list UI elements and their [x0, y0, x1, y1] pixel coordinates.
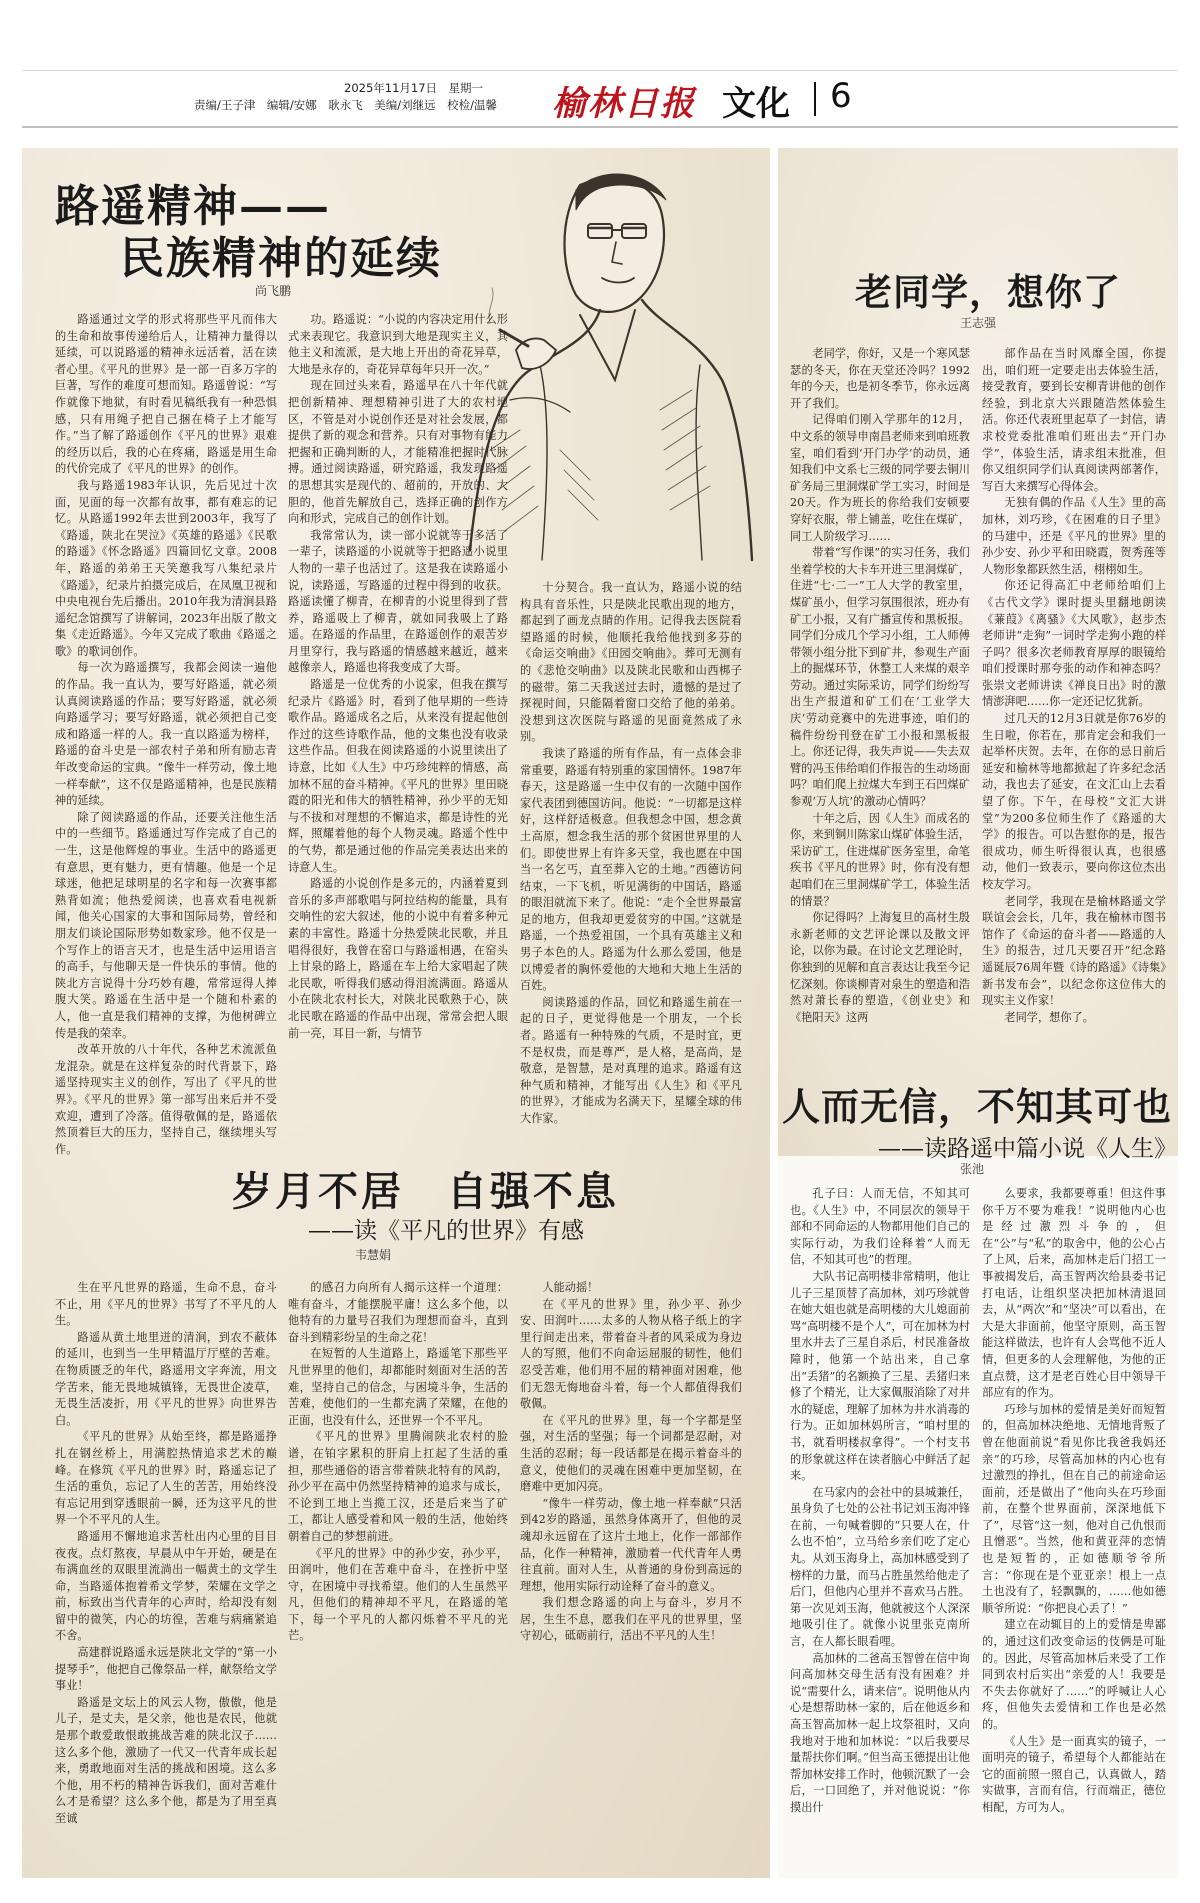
article1-column-3 — [520, 580, 742, 1125]
paragraph: 改革开放的八十年代，各种艺术流派鱼龙混杂。就是在这样复杂的时代背景下，路遥坚持现实主义的创作，写出了《平凡的世界》。《平凡的世界》第一部写出来后并不受欢迎，遭到了冷落。值得敬佩的是，路遥依然顶着巨大的压力，坚持自己，继续埋头写作。 — [55, 1043, 277, 1156]
article1-author: 尚飞鹏 — [255, 284, 292, 298]
paragraph: 《平凡的世界》里腾闹陕北农村的脸谱，在铂字累积的肝肩上扛起了生活的重担，那些通俗的语言带着陕北特有的风韵，孙少平在高中仍然坚持精神的追求与成长，不论到工地上当揽工汉，还是后来当了矿工，都让人感受着和风一般的生活，他始终朝着自己的梦想前进。 — [288, 1430, 508, 1543]
paragraph: 《人生》是一面真实的镜子，一面明亮的镜子，希望每个人都能站在它的面前照一照自己，认真做人，踏实做事，言而有信，行而端正，德位相配，方可为人。 — [982, 1734, 1166, 1814]
article3-column-2 — [982, 1186, 1166, 1876]
paragraph: 的感召力向所有人揭示这样一个道理：唯有奋斗，才能摆脱平庸！这么多个他，以他特有的力量号召我们为理想而奋斗，直到奋斗到精彩纷呈的生命之花！ — [288, 1281, 508, 1344]
article4-column-1 — [55, 1280, 277, 1865]
article4-column-2 — [288, 1280, 508, 1865]
paragraph: 部作品在当时风靡全国，你提出，咱们班一定要走出去体验生活，接受教育，要到长安柳青讲他的创作经验，到北京大兴跟随浩然体验生活。你还代表班里起草了一封信，请求校党委批准咱们班出去“开门办学”，体验生活，请求组末批准，但你又组织同学们认真阅读两部著作，写百大来撰写心得体会。 — [982, 347, 1166, 493]
paragraph: 巧珍与加林的爱情是美好而短暂的，但高加林决绝地、无情地背叛了曾在他面前说“看见你比我爸我妈还亲”的巧珍，尽管高加林的内心也有过激烈的挣扎，但在自己的前途命运面前，还是做出了“他向头在巧珍面前，在整个世界面前，深深地低下了”，尽管“这一刻，他对自己仇恨而且憎恶”。当然，他和黄亚萍的恋情也是短暂的，正如德顺爷爷所言：“你现在是个亚亚亲！根上一点土也没有了，轻飘飘的，……他如德顺爷所说：“你把良心丢了！” — [982, 1402, 1166, 1615]
paragraph: 记得咱们刚入学那年的12月，中文系的领导申南昌老师来到咱班教室，咱们看到‘开门办学’的动员，通知我们中文系七三级的同学要去铜川矿务局三里洞煤矿学工实习，时间是20天。作为班长的你给我们安顿要穿好衣服，带上铺盖，吃住在煤矿，同工人阶级学习…… — [790, 413, 970, 543]
paragraph: 在《平凡的世界》里，孙少平、孙少安、田润叶……太多的人物从格子纸上的字里行间走出来，带着奋斗者的风采成为身边人的写照，他们不向命运屈服的韧性，他们忍受苦难，他们用不屈的精神面对困难，他们无怨无悔地奋斗着，每一个人都值得我们敬佩。 — [520, 1297, 742, 1411]
article2-author: 王志强 — [960, 316, 997, 330]
paragraph: 孔子曰：人而无信，不知其可也。《人生》中，不同层次的领导干部和不同命运的人物都用他们自己的实际行动，为我们诠释着“人而无信，不知其可也”的哲理。 — [790, 1187, 970, 1267]
paragraph: 老同学，想你了。 — [1004, 1010, 1094, 1024]
paragraph: 路遥通过文学的形式将那些平凡而伟大的生命和故事传递给后人，让精神力量得以延续，可以说路遥的精神永远活着，活在读者心里。《平凡的世界》是一部一百多万字的巨著，写作的难度可想而知。路遥曾说：“写作就像下地狱，有时看见稿纸我有一种恐惧感，只有用绳子把自己捆在椅子上才能写作。”当了解了路遥创作《平凡的世界》艰难的经历以后，我的心在疼痛，路遥是用生命的代价完成了《平凡的世界》的创作。 — [55, 313, 277, 476]
masthead-meta — [194, 80, 614, 114]
paragraph: 我们想念路遥的向上与奋斗，岁月不居，生生不息，愿我们在平凡的世界里，坚守初心，砥砺前行，活出不平凡的人生！ — [520, 1596, 742, 1643]
page-number: 6 — [830, 76, 852, 116]
top-rule — [22, 70, 1178, 71]
paragraph: 大队书记高明楼非常精明，他让儿子三星顶替了高加林，刘巧珍就曾在她大姐也就是高明楼的大儿媳面前骂“高明楼不是个人”，可在加林为村里水井去了三星自杀后，村民准备故障时，他第一个站出来，自己拿出“丢猪”的名额换了三星、丢猪归来修了个精光，让大家佩服消除了对井水的疑虑，理解了加林为井水消毒的行为。正如加林妈所言，“咱村里的书，就看明楼叔拿得”。一个村支书的形象就这样在读者脑心中鲜活了起来。 — [790, 1269, 970, 1483]
article4-subtitle: ——读《平凡的世界》有感 — [308, 1218, 584, 1244]
paragraph: 十分契合。我一直认为，路遥小说的结构具有音乐性，只是陕北民歌出现的地方，都起到了画龙点睛的作用。记得我去医院看望路遥的时候，他顺托我给他找到多芬的《命运交响曲》《田园交响曲》。葬可无测有的《悲怆交响曲》以及陕北民歌和山西梆子的磁带。第二天我送过去时，遗憾的是过了探视时间，只能隔着窗口交给了他的弟弟。没想到这次医院与路遥的见面竟然成了永别。 — [520, 581, 742, 744]
paragraph: 无独有偶的作品《人生》里的高加林，刘巧珍，《在困难的日子里》的马建中，还是《平凡的世界》里的孙少安、孙少平和田晓霞，贺秀莲等人物形象都跃然生活，栩栩如生。 — [982, 496, 1166, 576]
paragraph: 建立在动辄目的上的爱情是卑鄙的，通过这们改变命运的伎俩是可耻的。因此，尽管高加林后来受了工作同到农村后实出“亲爱的人！我要是不失去你就好了……”的呼喊让人心疼，但他失去爱情和工作也是必然的。 — [982, 1618, 1166, 1731]
paragraph: 在马家内的会社中的县城兼任，虽身负了七处的公社书记刘玉海冲锋在前，一句喊着脚的“只要人在，什么也不怕”，立马给乡亲们吃了定心丸。从刘玉海身上，高加林感受到了榜样的力量，而马占胜虽然给他走了后门，但他内心里并不喜欢马占胜。第一次见刘玉海，他就被这个人深深地吸引住了。就像小说里张克南所言，在人都长眼看哩。 — [790, 1485, 970, 1649]
paragraph: 每一次为路遥撰写，我都会阅读一遍他的作品。我一直认为，要写好路遥，就必须认真阅读路遥的作品；要写好路遥，就必须向路遥学习；要写好路遥，就必须把自己变成和路遥一样的人。我一直以路遥为榜样，路遥的奋斗史是一部农村子弟和所有励志青年改变命运的宝典。“像牛一样劳动，像土地一样奉献”，这不仅是路遥精神，也是民族精神的延续。 — [55, 661, 277, 808]
paragraph: 《平凡的世界》从始至终，都是路遥挣扎在钢丝桥上，用满腔热情追求艺术的巅峰。在修筑《平凡的世界》时，路遥忘记了生活的重负，忘记了人生的苦苦，用始终没有忘记用到穿透眼前一瞬，还为这平凡的世界一个不平凡的人生。 — [55, 1430, 277, 1527]
paragraph: 《平凡的世界》中的孙少安，孙少平，田润叶，他们在苦难中奋斗，在挫折中坚守，在困境中寻找希望。他们的人生虽然平凡，但他们的精神却不平凡，在路遥的笔下，每一个平凡的人都闪烁着不平凡的光芒。 — [288, 1546, 508, 1643]
paragraph: 么要求，我都要尊重！但这件事你千万不要为难我！”说明他内心也是经过激烈斗争的，但在“公”与“私”的取舍中，他的公心占了上风，后来，高加林走后门招工一事被揭发后，高玉智两次给县委书记打电话，让组织坚决把加林清退回去，从“两次”和“坚决”可以看出，在大是大非面前，他坚守原则，高玉智能这样做法，也许有人会骂他不近人情，但更多的人会理解他，为他的正直点赞，这才是老百姓心目中领导干部应有的作为。 — [982, 1187, 1166, 1400]
article3-subtitle: ——读路遥中篇小说《人生》 — [878, 1136, 1177, 1162]
paragraph: 你还记得高汇中老师给咱们上《古代文学》课时提头里翻地朗读《蒹葭》《离骚》《大风歌》，赵步杰老师讲“走狗”一词时学走狗小跑的样子吗？很多次老师教育厚厚的眼镜给咱们授课时那夸张的动作和神态吗？张崇文老师讲读《禅良日出》时的激情澎湃吧……你一定还记忆犹新。 — [982, 579, 1166, 709]
paragraph: 在《平凡的世界》里，每一个字都是坚强，对生活的坚强；每一个词都是忍耐，对生活的忍耐；每一段话都是在揭示着奋斗的意义，使他们的灵魂在困难中更加坚韧，在磨难中更加闪亮。 — [520, 1413, 742, 1494]
paragraph: 你记得吗？上海复旦的高材生殷永新老师的文艺评论课以及散文评论，以你为最。在讨论文艺理论时，你独到的见解和直言表达让我至今记忆深刻。你谈柳青对泉生的塑造和浩然对萧长春的塑造，《创业史》和《艳阳天》这两 — [790, 911, 970, 1024]
paragraph: 生在平凡世界的路遥，生命不息，奋斗不止，用《平凡的世界》书写了不平凡的人生。 — [55, 1281, 277, 1328]
masthead-separator — [814, 82, 816, 116]
paragraph: 高建群说路遥永远是陕北文学的“第一小提琴手”，他把自己像祭品一样，献祭给文学事业！ — [55, 1646, 277, 1693]
article3-title: 人而无信，不知其可也 — [782, 1084, 1173, 1129]
issue-date: 2025年11月17日 星期一 — [344, 81, 484, 95]
paper-logo: 榆林日报 — [552, 84, 696, 124]
paragraph: 在短暂的人生道路上，路遥笔下那些平凡世界里的他们，却都能时刻面对生活的苦难，坚持自己的信念，与困境斗争，生活的苦难，使他们的一生都充满了荣耀，在他的正面，也没有什么，还世界一个不平凡。 — [288, 1347, 508, 1427]
paragraph: 高加林的二爸高玉智曾在信中询问高加林交母生活有没有困难？并说“需要什么，请来信”。说明他从内心是想帮助林一家的，后在他返乡和高玉智高加林一起上坟祭祖时，又向我地对于地和加林说：“以后我要尽量帮扶你们啊。”但当高玉德提出让他帮加林安排工作时，他顿沉默了一会后，一口回绝了，并对他说说：“你摸出什 — [790, 1651, 970, 1814]
article1-column-2 — [288, 312, 508, 1122]
masthead — [22, 78, 1178, 130]
article4-column-3 — [520, 1280, 742, 1865]
editor-credits: 责编/王子津 编辑/安娜 耿永飞 美编/刘继远 校检/温馨 — [194, 98, 497, 112]
paragraph: 过几天的12月3日就是你76岁的生日啦，你若在，那肯定会和我们一起举杯庆贺。去年，在你的忌日前后延安和榆林等地都掀起了许多纪念活动，我也去了延安，在文汇山上去看望了你。下午，在母校“文汇大讲堂”为200多位师生作了《路遥的大学》的报告。可以告慰你的是，报告很成功，师生听得很认真，也很感动，他们一致表示，要向你这位杰出校友学习。 — [982, 712, 1166, 891]
paragraph: 现在回过头来看，路遥早在八十年代就把创新精神、理想精神引进了大的农村地区，不管是对小说创作还是对社会发展，都提供了新的观念和营养。只有对事物有能力把握和正确判断的人，才能精准把握时代脉搏。通过阅读路遥，研究路遥，我发现路遥的思想其实是现代的、超前的，开放的、大胆的，他首先解放自己，选择正确的创作方向和形式，完成自己的创作计划。 — [288, 379, 508, 526]
paragraph: 十年之后，因《人生》而成名的你，来到铜川陈家山煤矿体验生活，采访矿工，住进煤矿医务室里，命笔疾书《平凡的世界》时，你有没有想起咱们在三里洞煤矿学工，体验生活的情景？ — [790, 811, 970, 908]
section-title: 文化 — [722, 84, 790, 124]
article1-title-line1: 路遥精神—— — [55, 181, 331, 232]
paragraph: 人能动摇！ — [542, 1281, 599, 1294]
paragraph: 我读了路遥的所有作品，有一点体会非常重要，路遥有特别重的家国情怀。1987年春天，这是路遥一生中仅有的一次随中国作家代表团到德国访问。他说：“一切都是这样好，这样舒适极意。但我想念中国，想念黄土高原，想念我生活的那个贫困世界里的人们。即使世界上有许多天堂，我也愿在中国当一名乞丐，直至葬入它的土地。”西德访问结束，一下飞机，听见满街的中国话，路遥的眼泪就流下来了。他说：“走个全世界最富足的地方，但我却更爱贫穷的中国。”这就是路遥，一个热爱祖国，一个具有英雄主义和男子本色的人。路遥为什么那么爱国，他是以博爱者的胸怀爱他的大地和大地上生活的百姓。 — [520, 746, 742, 993]
masthead-rule — [22, 126, 1178, 128]
article2-column-2 — [982, 346, 1166, 1126]
article1-title-line2: 民族精神的延续 — [120, 233, 442, 284]
article4-author: 韦慧娟 — [355, 1248, 392, 1262]
paragraph: 我常常认为，读一部小说就等于多活了一辈子，读路遥的小说就等于把路遥小说里人物的一辈子也活过了。这是我在读路遥小说，读路遥，写路遥的过程中得到的收获。路遥读懂了柳青，在柳青的小说里得到了营养，路遥吸上了柳青，就如同我吸上了路遥。在路遥的作品里，在路遥创作的艰苦岁月里穿行，我与路遥的情感越来越近，越来越像亲人，路遥也将我变成了大哥。 — [288, 528, 508, 675]
paragraph: 功。路遥说：“小说的内容决定用什么形式来表现它。我意识到大地是现实主义，其他主义和流派，是大地上开出的奇花异草，大地是永存的，奇花异草每年只开一次。” — [288, 313, 508, 376]
paragraph: 路遥的小说创作是多元的，内涵着夏到音乐的多声部歌唱与阿拉结构的能量，具有交响性的宏大叙述，他的小说中有着多种元素的丰富性。路遥十分热爱陕北民歌，并且唱得很好，我曾在窑口与路遥相遇，在窑头上甘泉的路上，路遥在车上给大家唱起了陕北民歌，听得我们感动得泪流满面。路遥从小在陕北农村长大，对陕北民歌熟于心，陕北民歌在路遥的作品中出现，常常会把人眼前一亮，耳目一新，与情节 — [288, 877, 508, 1040]
paragraph: 我与路遥1983年认识，先后见过十次面，见面的每一次都有故事，都有难忘的记忆。从路遥1992年去世到2003年，我写了《路遥，陕北在哭泣》《英雄的路遥》《民歌的路遥》《怀念路遥》四篇回忆文章。2008年，路遥的弟弟王天笑邀我写八集纪录片《路遥》，纪录片拍摄完成后，在凤凰卫视和中央电视台先后播出。2010年我为清涧县路遥纪念馆撰写了讲解词，2023年出版了散文集《走近路遥》。今年又完成了歌曲《路遥之歌》的歌词创作。 — [55, 478, 277, 658]
paragraph: 除了阅读路遥的作品，还要关注他生活中的一些细节。路遥通过写作完成了自己的一生，这是他辉煌的事业。生活中的路遥更有意思，更有魅力，更有情趣。他是一个足球迷，他把足球明星的名字和每一次赛事都熟背如流；他热爱阅读，也喜欢看电视新闻，他关心国家的大事和国际局势，曾经和朋友们谈论国际形势如数家珍。他不仅是一个写作上的语言天才，也是生活中运用语言的高手，与他聊天是一件快乐的事情。他的陕北方言说得十分巧妙有趣，常常逗得人捧腹大笑。路遥在生活中是一个随和朴素的人，他一直是我们精神的支撑，为他树碑立传是我的荣幸。 — [55, 810, 277, 1040]
article2-title: 老同学，想你了 — [855, 270, 1121, 314]
paragraph: 老同学，你好，又是一个寒风瑟瑟的冬天，你在天堂还冷吗？1992年的今天，也是初冬季节，你永远离开了我们。 — [790, 347, 970, 410]
paragraph: 带着“写作课”的实习任务，我们坐着学校的大卡车开进三里洞煤矿，住进“七·二一”工人大学的教室里，煤矿虽小，但学习氛围很浓，班办有矿工小报，又有广播宣传和黑板报。同学们分成几个学习小组，工人师傅带领小组分批下到矿井，参观生产面上的掘煤环节，休整工人来煤的艰辛劳动。通过实际采访，同学们纷纷写出生产报道和矿工们在‘工业学大庆’劳动竞赛中的先进事迹，咱们的稿件纷纷刊登在矿工小报和黑板报上。你还记得，我失声说——失去双臂的冯玉伟给咱们作报告的生动场面吗？咱们爬上拉煤大车到王石凹煤矿参观‘万人坑’的激动心情吗？ — [790, 546, 970, 809]
article1-column-1 — [55, 312, 277, 1156]
paragraph: 阅读路遥的作品，回忆和路遥生前在一起的日子，更觉得他是一个朋友，一个长者。路遥有一种特殊的气质，不是时宜，更不是权贵，而是尊严，是人格，是高尚，是敬意，是智慧，是对真理的追求。路遥有这种气质和精神，才能写出《人生》和《平凡的世界》，才能成为名满天下，星耀全球的伟大作家。 — [520, 995, 742, 1125]
paragraph: “像牛一样劳动，像土地一样奉献”只活到42岁的路遥，虽然身体离开了，但他的灵魂却永远留在了这片土地上，化作一部部作品，化作一种精神，激励着一代代青年人勇往直前。面对人生，从普通的身份到高远的理想，他用实际行动诠释了奋斗的意义。 — [520, 1496, 742, 1593]
paragraph: 路遥是一位优秀的小说家，但我在撰写纪录片《路遥》时，看到了他早期的一些诗歌作品。路遥成名之后，从来没有提起他创作过的这些诗歌作品，他的文集也没有收录这些作品。但我在阅读路遥的小说里读出了诗意，比如《人生》中巧珍纯粹的情感，高加林不屈的奋斗精神。《平凡的世界》里田晓霞的阳光和伟大的牺牲精神，孙少平的无知与不拔和对理想的不懈追求，都是诗性的光辉，照耀着他的每个人物灵魂。路遥个性中的气势，都是通过他的作品完美表达出来的诗意人生。 — [288, 678, 508, 874]
article3-column-1 — [790, 1186, 970, 1876]
paragraph: 老同学，我现在是榆林路遥文学联谊会会长，几年，我在榆林市图书馆作了《命运的奋斗者——路遥的人生》的报告，过几天要召开“纪念路遥诞辰76周年暨《诗的路遥》《诗集》新书发布会”，以纪念你这位伟大的现实主义作家！ — [982, 894, 1166, 1008]
paragraph: 路遥从黄土地里迸的清涧，到农不蔽体的延川，也到当一生甲精温厅厅壁的苦难。在物质匮乏的年代，路遥用文字奔流，用文学苦来，能无畏地城镇锋，无畏世企凌草，无畏生活凌折，用《平凡的世界》向世界告白。 — [55, 1330, 277, 1427]
paragraph: 路遥是文坛上的风云人物，傲傲，他是儿子，是丈夫，是父亲，他也是农民，他就是那个敢爱敢恨敢挑战苦难的陕北汉子……这么多个他，激励了一代又一代青年成长起来，勇敢地面对生活的挑战和困境。这么多个他，用不朽的精神告诉我们，面对苦难什么才是希望？这么多个他，都是为了用至真至诚 — [55, 1695, 277, 1825]
paragraph: 路遥用不懈地追求苦杜出内心里的目目夜夜。点灯熬夜，早晨从中午开始，硬是在布满血丝的双眼里流淌出一幅黄土的文学生命，当路遥体抱着希文学梦，荣耀在文学之前，标致出当代青年的心声时，给却没有刻留中的微笑，内心的坊徨，苦难与病痛紧追不舍。 — [55, 1529, 277, 1643]
article4-title: 岁月不居 自强不息 — [232, 1168, 619, 1215]
article3-author: 张池 — [960, 1162, 985, 1176]
article2-column-1 — [790, 346, 970, 1126]
